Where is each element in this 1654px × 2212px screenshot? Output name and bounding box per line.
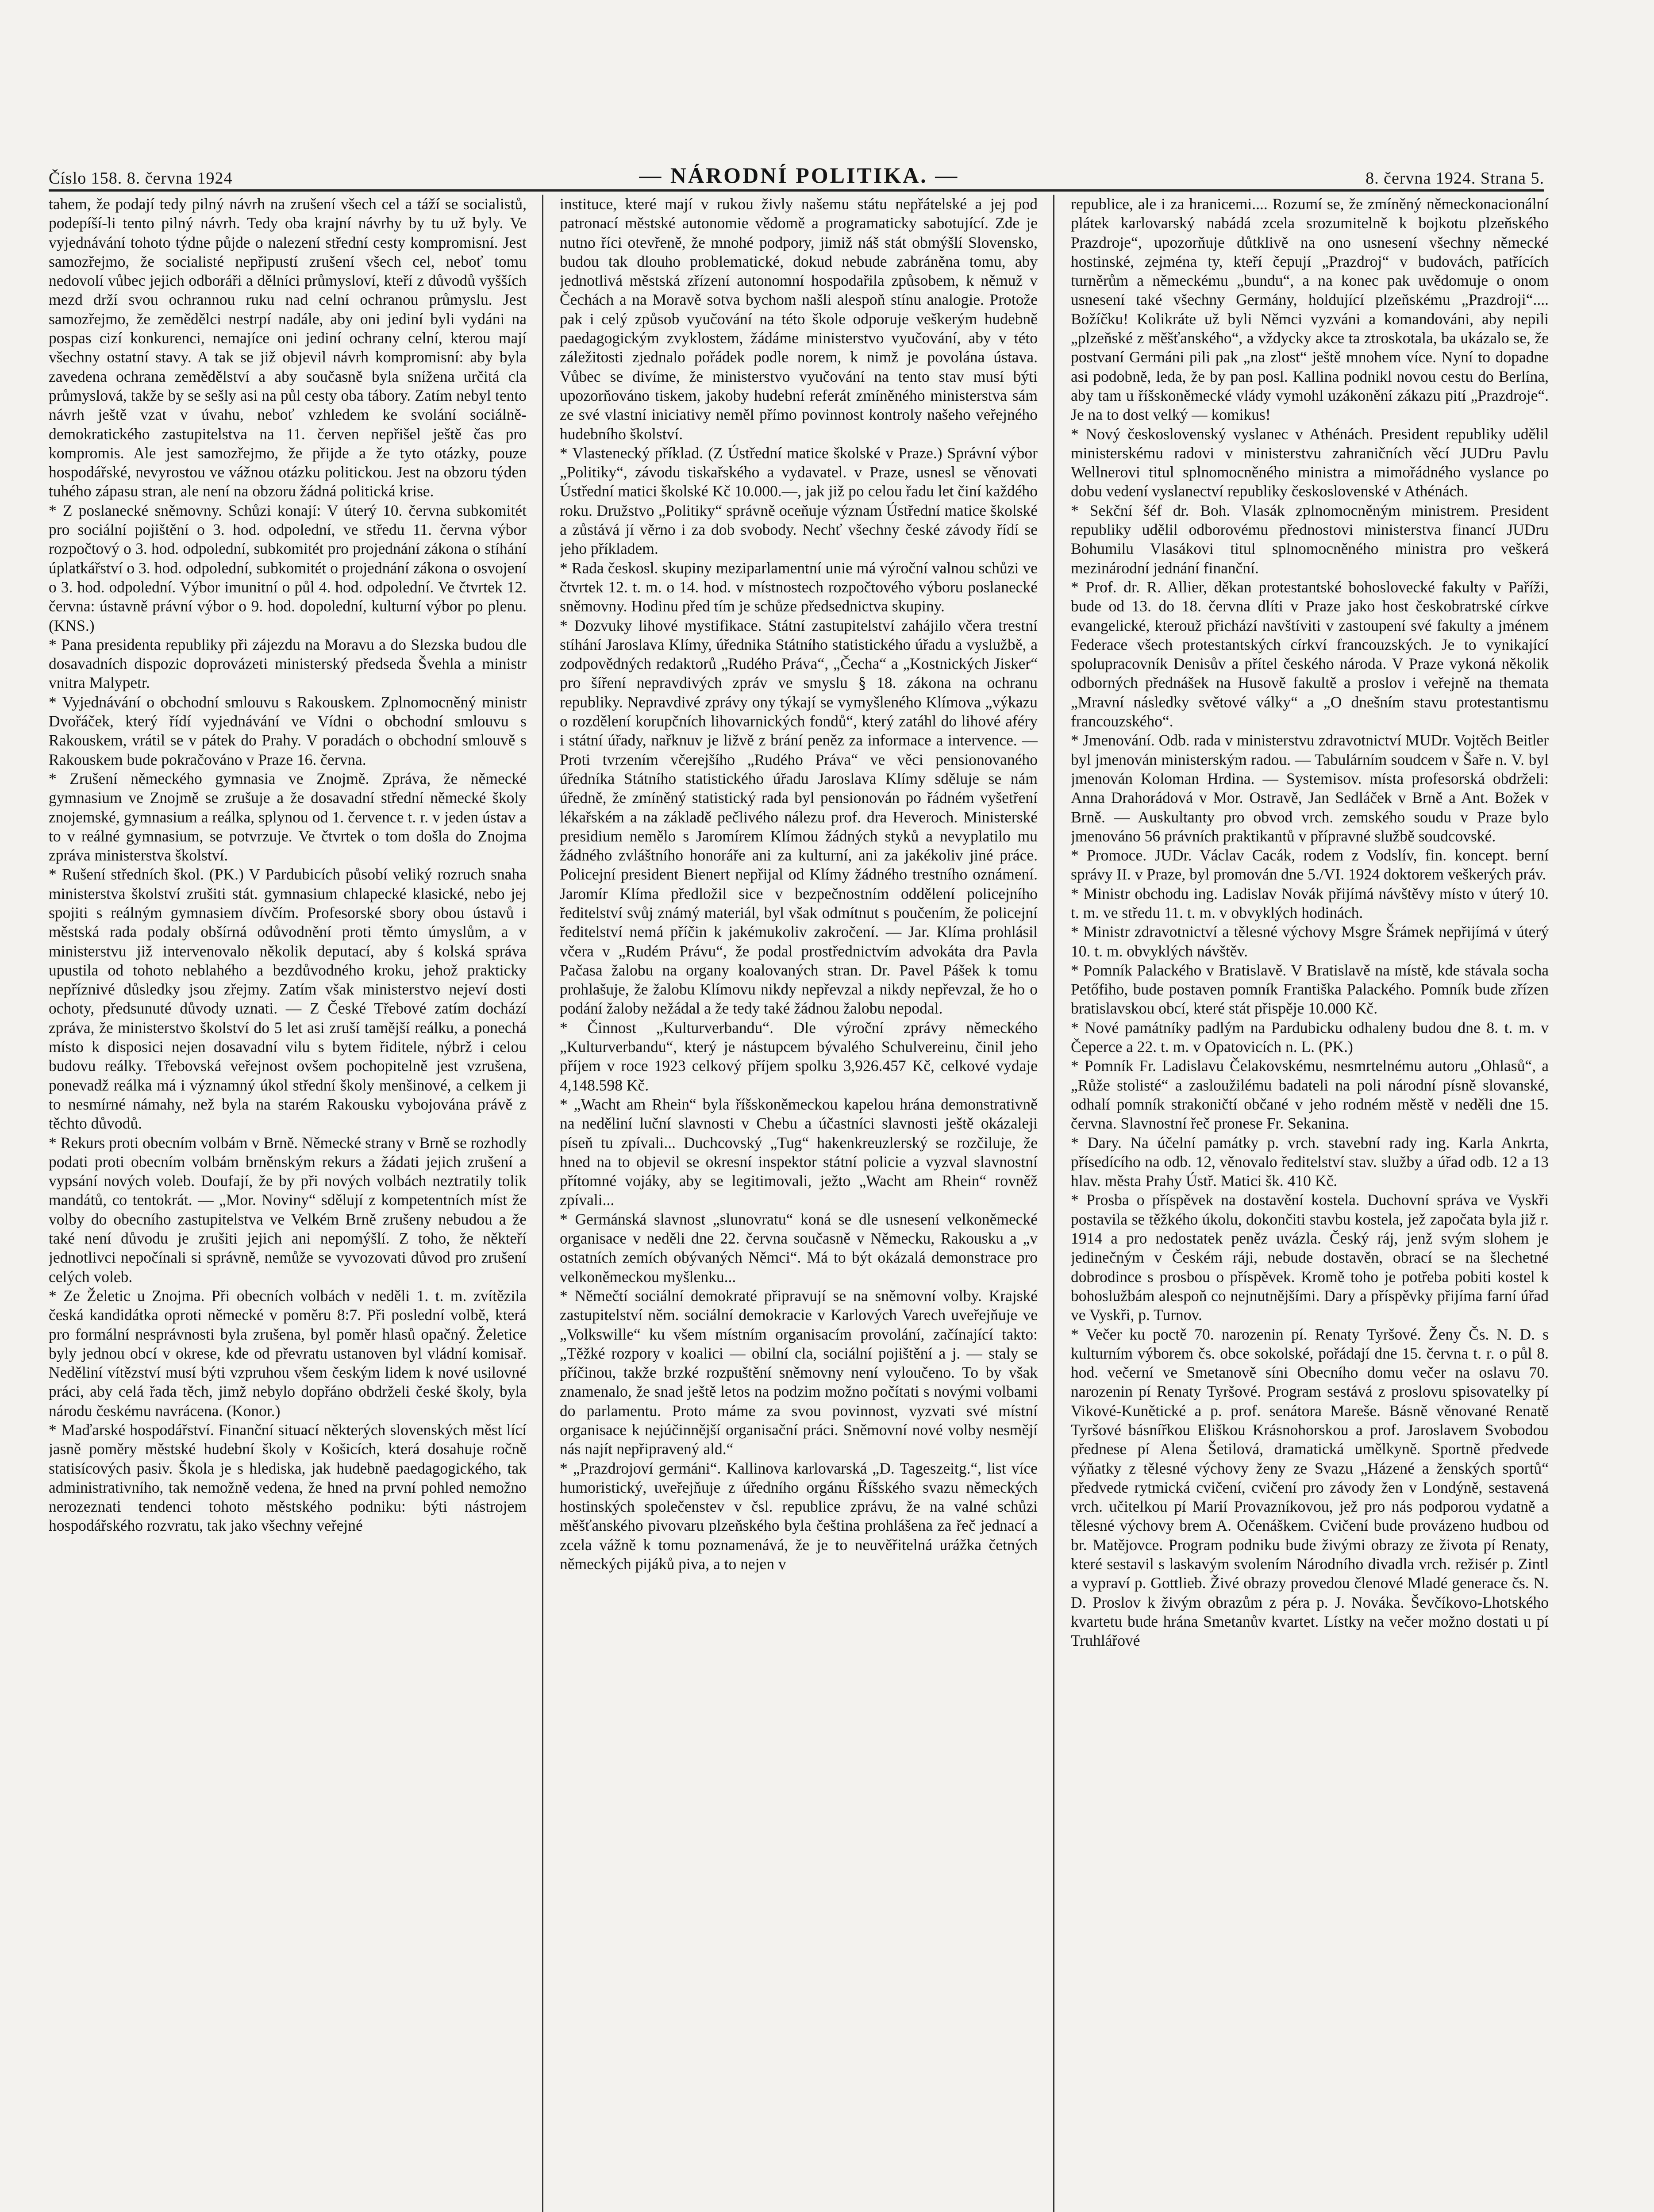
article-paragraph: * Nové památníky padlým na Pardubicku odhaleny budou dne 8. t. m. v Čeperce a 22. t. m. v Opatovicích n. L. (PK.) — [1071, 1018, 1549, 1056]
article-paragraph: * Germánská slavnost „slunovratu“ koná se dle usnesení velkoněmecké organisace v neděli dne 22. června současně v Německu, Rakousku a „v ostatních zemích obývaných Němci“. Má to být okázalá demonstrace pro velkoněmeckou myšlenku... — [560, 1210, 1038, 1286]
article-paragraph: * Ze Želetic u Znojma. Při obecních volbách v neděli 1. t. m. zvítězila česká kandidátka oproti německé v poměru 8:7. Při poslední volbě, která pro formální nesprávnosti byla zrušena, byl poměr hlasů opačný. Želetice byly jednou obcí v okrese, kde od převratu ustanoven byl vládní komisař. Neděliní vítězství musí býti vzpruhou všem českým lidem k nové usilovné práci, aby celá řada těch, jimž nebylo dopřáno obdrželi české školy, byla národu českému navrácena. (Konor.) — [49, 1286, 527, 1420]
column-3 — [1071, 195, 1549, 2212]
article-paragraph: * „Prazdrojoví germáni“. Kallinova karlovarská „D. Tageszeitg.“, list více humoristický, uveřejňuje z úředního orgánu Říšského svazu německých hostinských společenstev v čsl. republice zprávu, že na valné schůzi měšťanského pivovaru plzeňského byla čeština prohlášena za řeč jednací a zcela vážně k tomu poznamenává, že je to neuvěřitelná urážka četných německých pijáků piva, a to nejen v — [560, 1459, 1038, 1573]
article-paragraph: * Rekurs proti obecním volbám v Brně. Německé strany v Brně se rozhodly podati proti obecním volbám brněnským rekurs a žádati jejich zrušení a vypsání nových voleb. Doufají, že by při nových volbách neztratily tolik mandátů, co tentokrát. — „Mor. Noviny“ sdělují z kompetentních míst že volby do obecního zastupitelstva ve Velkém Brně zrušeny nebudou a že také není důvodu je zrušiti jejich ani nepomýšlí. Z toho, že někteří jednotlivci nepočínali si správně, nemůže se vyvozovati důvod pro zrušení celých voleb. — [49, 1133, 527, 1286]
newspaper-title: — NÁRODNÍ POLITIKA. — — [639, 163, 959, 188]
article-paragraph: * Promoce. JUDr. Václav Cacák, rodem z Vodslív, fin. koncept. berní správy II. v Praze, byl promován dne 5./VI. 1924 doktorem veškerých práv. — [1071, 846, 1549, 883]
column-2 — [560, 195, 1038, 2212]
article-paragraph: * Rušení středních škol. (PK.) V Pardubicích působí veliký rozruch snaha ministerstva školství zrušiti stát. gymnasium chlapecké klasické, nebo jej spojiti s reálným gymnasiem dívčím. Profesorské sbory obou ústavů i městská rada podaly obšírná odůvodnění proti těmto úmyslům, a v ministerstvu již intervenovalo několik deputací, aby ś kolská správa upustila od tohoto neblahého a bezdůvodného kroku, jehož prakticky nepříznivé důsledky jsou zřejmy. Zatím však ministerstvo nejeví dosti ochoty, předsunuté důvody uznati. — Z České Třebové zatím dochází zpráva, že ministerstvo školství do 5 let asi zruší tamější reálku, a ponechá místo k disposici nejen dosavadní vilu s bytem řiditele, nýbrž i celou budovu reálky. Třebovská veřejnost ovšem pochopitelně jest vzrušena, ponevadž reálka má i významný úkol střední školy menšinové, a celkem ji to nesmírné námahy, než byla na starém Rakousku vybojována právě z těchto důvodů. — [49, 865, 527, 1133]
article-paragraph: * Činnost „Kulturverbandu“. Dle výroční zprávy německého „Kulturverbandu“, který je nástupcem bývalého Schulvereinu, činil jeho příjem v roce 1923 celkový příjem spolku 3,926.457 Kč, celkové vydaje 4,148.598 Kč. — [560, 1018, 1038, 1094]
issue-number: Číslo 158. 8. června 1924 — [49, 169, 233, 188]
article-paragraph: * Prosba o příspěvek na dostavění kostela. Duchovní správa ve Vyskři postavila se těžkého úkolu, dokončiti stavbu kostela, jež započata byla již r. 1914 a pro nedostatek peněz uvázla. Český ráj, jenž svým slohem je jedinečným v Českém ráji, nebude dostavěn, obrací se na šlechetné dobrodince s prosbou o příspěvek. Kromě toho je potřeba pobiti kostel k bohoslužbám alespoň co nejnutnějšími. Dary a příspěvky přijíma farní úřad ve Vyskři, p. Turnov. — [1071, 1191, 1549, 1324]
article-paragraph: * Rada českosl. skupiny meziparlamentní unie má výroční valnou schůzi ve čtvrtek 12. t. m. o 14. hod. v místnostech rozpočtového výboru poslanecké sněmovny. Hodinu před tím je schůze předsednictva skupiny. — [560, 559, 1038, 615]
article-paragraph: * Sekční šéf dr. Boh. Vlasák zplnomocněným ministrem. President republiky udělil odborovému přednostovi ministerstva financí JUDru Bohumilu Vlasákovi titul splnomocněného ministra pro veškerá mezinárodní jednání finanční. — [1071, 501, 1549, 577]
article-paragraph: * Pomník Palackého v Bratislavě. V Bratislavě na místě, kde stávala socha Petőfiho, bude postaven pomník Františka Palackého. Pomník bude zřízen bratislavskou obcí, které stát přispěje 10.000 Kč. — [1071, 961, 1549, 1018]
article-paragraph: * „Wacht am Rhein“ byla říšskoněmeckou kapelou hrána demonstrativně na neděliní luční slavnosti v Chebu a účastníci slavnosti ještě okázaleji píseň tu zpívali... Duchcovský „Tug“ hakenkreuzlerský se rozčiluje, že hned na to objevil se okresní inspektor státní policie a vyzval slavnostní přítomné vojáky, aby se legitimovali, ježto „Wacht am Rhein“ rovněž zpívali... — [560, 1095, 1038, 1209]
masthead — [49, 153, 1544, 188]
column-divider — [542, 195, 543, 2212]
article-paragraph: * Ministr zdravotnictví a tělesné výchovy Msgre Šrámek nepřijímá v úterý 10. t. m. obvyklých návštěv. — [1071, 923, 1549, 960]
article-paragraph: tahem, že podají tedy pilný návrh na zrušení všech cel a táží se socialistů, podepíší-li tento pilný návrh. Tedy oba krajní návrhy by tu už byly. Ve vyjednávání tohoto týdne půjde o nalezení střední cesty kompromisní. Jest samozřejmo, že socialisté nepřipustí zrušení všech cel, neboť tomu nedovolí vůbec jejich odboráři a dělníci průmysloví, kteří z důvodů vyšších mezd drží svou ochrannou ruku nad celní ochranou průmyslu. Jest samozřejmo, že zemědělci nestrpí nadále, aby oni jediní byli vydáni na pospas cizí konkurenci, nemajíce oni jediní ochrany celní, kterou mají všechny ostatní stavy. A tak se již objevil návrh kompromisní: aby byla zavedena ochrana zemědělství a aby současně byla snížena určitá cla průmyslová, takže by se sešly asi na půl cesty oba tábory. Zatím nebyl tento návrh ještě vzat v úvahu, neboť vzhledem ke svolání sociálně-demokratického zastupitelstva na 11. červen nepřišel ještě čas pro kompromis. Ale jest samozřejmo, že přijde a že tyto otázky, pouze hospodářské, nevyrostou ve vážnou otázku politickou. Jest na obzoru týden tuhého zápasu stran, ale není na obzoru žádná politická krise. — [49, 195, 527, 500]
article-paragraph: * Pana presidenta republiky při zájezdu na Moravu a do Slezska budou dle dosavadních dispozic doprovázeti ministerský předseda Švehla a ministr vnitra Malypetr. — [49, 635, 527, 692]
article-paragraph: * Vlastenecký příklad. (Z Ústřední matice školské v Praze.) Správní výbor „Politiky“, závodu tiskařského a vydavatel. v Praze, usnesl se věnovati Ústřední matici školské Kč 10.000.—, jak již po celou řadu let činí každého roku. Družstvo „Politiky“ správně oceňuje význam Ústřední matice školské a zůstává jí věrno i za dob svobody. Nechť všechny české závody řídí se jeho příkladem. — [560, 444, 1038, 558]
article-paragraph: * Prof. dr. R. Allier, děkan protestantské bohoslovecké fakulty v Paříži, bude od 13. do 18. června dlíti v Praze jako host českobratrské církve evangelické, kterouž přichází navštíviti v zastoupení své fakulty a jménem Federace všech protestantských církví francouzských. Je to vynikající spolupracovník Denisův a přítel českého národa. V Praze vykoná několik odborných přednášek na Husově fakultě a proslov i veřejně na themata „Mravní následky světové války“ a „O dnešním stavu protestantismu francouzského“. — [1071, 578, 1549, 730]
article-paragraph: * Večer ku poctě 70. narozenin pí. Renaty Tyršové. Ženy Čs. N. D. s kulturním výborem čs. obce sokolské, pořádají dne 15. června t. r. o půl 8. hod. večerní ve Smetanově síni Obecního domu večer na oslavu 70. narozenin pí Renaty Tyršové. Program sestává z proslovu spisovatelky pí Vikové-Kunětické a p. prof. senátora Mareše. Básně věnované Renatě Tyršové básnířkou Eliškou Krásnohorskou a prof. Jaroslavem Svobodou přednese pí Alena Šetilová, dramatická umělkyně. Sportně předvede výňatky z tělesné výchovy ženy ze Svazu „Házené a ženských sportů“ předvede rytmická cvičení, cvičení pro závody žen v Londýně, sestavená vrch. učitelkou pí Marií Provazníkovou, jež pro nás podporou vydatně a tělesné výchovy brem A. Očenáškem. Cvičení bude provázeno hudbou od br. Matějovce. Program podniku bude živými obrazy ze života pí Renaty, které sestavil s laskavým svolením Národního divadla vrch. režisér p. Zintl a vypraví p. Gottlieb. Živé obrazy provedou členové Mladé generace čs. N. D. Proslov k živým obrazům z péra p. J. Nováka. Ševčíkovo-Lhotského kvartetu bude hrána Smetanův kvartet. Lístky na večer možno dostati u pí Truhlářové — [1071, 1325, 1549, 1650]
article-paragraph: * Dary. Na účelní památky p. vrch. stavební rady ing. Karla Ankrta, přísedícího na odb. 12, věnovalo ředitelství stav. služby a úřad odb. 12 a 13 hlav. města Prahy Ústř. Matici šk. 410 Kč. — [1071, 1133, 1549, 1190]
page-date-number: 8. června 1924. Strana 5. — [1366, 169, 1544, 188]
article-paragraph: * Zrušení německého gymnasia ve Znojmě. Zpráva, že německé gymnasium ve Znojmě se zrušuje a že dosavadní střední německé školy znojemské, gymnasium a reálka, splynou od 1. července t. r. v jeden ústav a to v reálné gymnasium, se potvrzuje. Ve čtvrtek o tom došla do Znojma zpráva ministerstva školství. — [49, 769, 527, 864]
article-paragraph: * Dozvuky lihové mystifikace. Státní zastupitelství zahájilo včera trestní stíhání Jaroslava Klímy, úřednika Státního statistického úřadu a vyslužbě, a zodpovědných redaktorů „Rudého Práva“, „Čecha“ a „Kostnických Jisker“ pro šíření nepravdivých zpráv ve smyslu § 18. zákona na ochranu republiky. Nepravdivé zprávy ony týkají se vymyšleného Klímova „výkazu o rozdělení korupčních lihovarnických fondů“, který zatáhl do lihové aféry i státní úřady, nařknuv je ližvě z brání peněz za informace a intervence. — Proti tvrzením včerejšího „Rudého Práva“ ve věci pensionovaného úředníka Státního statistického úřadu Jaroslava Klímy sděluje se nám úředně, že zmíněný statistický rada byl pensionován po řádném vyšetření lékařském a na základě pečlivého nálezu prof. dra Heveroch. Ministerské presidium nemělo s Jaromírem Klímou žádných styků a nevyplatilo mu žádného zvláštního honoráře ani za kulturní, ani za jakékoliv jiné práce. Policejní president Bienert nepřijal od Klímy žádného trestního oznámení. Jaromír Klíma předložil sice v bezpečnostním oddělení policejního ředitelství svůj známý materiál, byl však odmítnut s poučením, že policejní ředitelství nemá příčin k jakémukoliv zakročení. — Jar. Klíma prohlásil včera v „Rudém Právu“, že podal prostřednictvím advokáta dra Pavla Pačasa žalobu na organy koalovaných stran. Dr. Pavel Pášek k tomu prohlašuje, že žalobu Klímovu nikdy nepřevzal a nikdy nepřevzal, že ho o podání žaloby nežádal a že tedy také žádnou žalobu nepodal. — [560, 616, 1038, 1018]
article-paragraph: * Nový československý vyslanec v Athénách. President republiky udělil ministerskému radovi v ministerstvu zahraničních věcí JUDru Pavlu Wellnerovi titul splnomocněného ministra a mimořádného vyslance po dobu vedení vyslanectví republiky československé v Athénách. — [1071, 425, 1549, 500]
article-paragraph: * Z poslanecké sněmovny. Schůzi konají: V úterý 10. června subkomitét pro sociální pojištění o 3. hod. odpolední, ve středu 11. června výbor rozpočtový o 3. hod. odpolední, subkomitét pro projednání zákona o stíhání úplatkářství o 3. hod. odpolední, subkomitét o projednání zákona o osvojení o 3. hod. odpolední. Výbor imunitní o půl 4. hod. odpolední. Ve čtvrtek 12. června: ústavně právní výbor o 9. hod. dopolední, kulturní výbor po plenu. (KNS.) — [49, 501, 527, 634]
article-paragraph: * Pomník Fr. Ladislavu Čelakovskému, nesmrtelnému autoru „Ohlasů“, a „Růže stolisté“ a zasloužilému badateli na poli národní písně slovanské, odhalí pomník strakoničtí občané v jeho rodném městě v neděli dne 15. června. Slavnostní řeč pronese Fr. Sekanina. — [1071, 1057, 1549, 1133]
article-paragraph: * Jmenování. Odb. rada v ministerstvu zdravotnictví MUDr. Vojtěch Beitler byl jmenován ministerským radou. — Tabulárním soudcem v Šaře n. V. byl jmenován Koloman Hrdina. — Systemisov. místa profesorská obdrželi: Anna Drahorádová v Mor. Ostravě, Jan Sedláček v Brně a Ant. Božek v Brně. — Auskultanty pro obvod vrch. zemského soudu v Praze bylo jmenováno 56 právních praktikantů v přípravné službě soudcovské. — [1071, 731, 1549, 845]
article-paragraph: instituce, které mají v rukou živly našemu státu nepřátelské a jej pod patronací městské autonomie vědomě a programaticky sabotující. Zde je nutno říci otevřeně, že mnohé podpory, jimiž náš stát obmýšlí Slovensko, budou tak dlouho problematické, dokud nebude zabráněna tomu, aby jednotlivá městská zřízení autonomní hospodařila způsobem, k němuž v Čechách a na Moravě sotva bychom našli alespoň stínu analogie. Protože pak i celý způsob vyučování na této škole odporuje veškerým hudebně paedagogickým zvyklostem, žádáme ministerstvo vyučování, aby v této záležitosti zjednalo pořádek podle norem, k nimž je povolána ústava. Vůbec se divíme, že ministerstvo vyučování na tento stav musí býti upozorňováno tiskem, jakoby hudební referát zmíněného ministerstva sám ze své vlastní iniciativy neměl přímo povinnost kontroly našeho veřejného hudebního školství. — [560, 195, 1038, 443]
article-paragraph: * Vyjednávání o obchodní smlouvu s Rakouskem. Zplnomocněný ministr Dvořáček, který řídí vyjednávání ve Vídni o obchodní smlouvu s Rakouskem, vrátil se v pátek do Prahy. V poradách o obchodní smlouvě s Rakouskem bude pokračováno v Praze 16. června. — [49, 693, 527, 768]
article-paragraph: * Ministr obchodu ing. Ladislav Novák přijímá návštěvy místo v úterý 10. t. m. ve středu 11. t. m. v obvyklých hodinách. — [1071, 884, 1549, 922]
column-1 — [49, 195, 527, 2212]
article-paragraph: * Maďarské hospodářství. Finanční situací některých slovenských měst lící jasně poměry městské hudební školy v Košicích, která dosahuje ročně statisícových pasiv. Škola je s hlediska, jak hudebně paedagogického, tak administrativního, tak nemožně vedena, že hned na první pohled nemožno nerozeznati tendenci tohoto městského podniku: býti nástrojem hospodářského rozvratu, tak jako všechny veřejné — [49, 1421, 527, 1535]
masthead-rule — [49, 189, 1544, 192]
column-divider — [1053, 195, 1054, 2212]
article-paragraph: * Němečtí sociální demokraté připravují se na sněmovní volby. Krajské zastupitelství něm. sociální demokracie v Karlových Varech uveřejňuje ve „Volkswille“ ku všem místním organisacím provolání, začínající takto: „Těžké rozpory v koalici — obilní cla, sociální pojištění a j. — staly se příčinou, takže brzké rozpuštění sněmovny není vyloučeno. To by však znamenalo, že snad ještě letos na podzim možno počítati s novými volbami do parlamentu. Proto máme za svou povinnost, vyzvati své místní organisace k nejúčinnější organisační práci. Sněmovní nové volby nesmějí nás najít nepřipravený ald.“ — [560, 1286, 1038, 1458]
article-paragraph: republice, ale i za hranicemi.... Rozumí se, že zmíněný německonacionální plátek karlovarský nabádá zcela srozumitelně k bojkotu plzeňského Prazdroje“, upozorňuje důtklivě na ono usnesení všechny německé hostinské, zejména ty, kteří čepují „Prazdroj“ v budovách, patřících turněrům a německému „bundu“, a na konec pak uvědomuje o onom usnesení také všechny Germány, holdující plzeňskému „Prazdroji“.... Božíčku! Kolikráte už byli Němci vyzváni a komandováni, aby nepili „plzeňské z měšťanského“, a vždycky akce ta ztroskotala, ba ukázalo se, že postvaní Germáni pili pak „na zlost“ ještě mnohem více. Nyní to dopadne asi podobně, leda, že by pan posl. Kallina podnikl novou cestu do Berlína, aby tam u říšskoněmecké vlády vymohl uzákonění zákazu pití „Prazdroje“. Je na to dost velký — komikus! — [1071, 195, 1549, 424]
